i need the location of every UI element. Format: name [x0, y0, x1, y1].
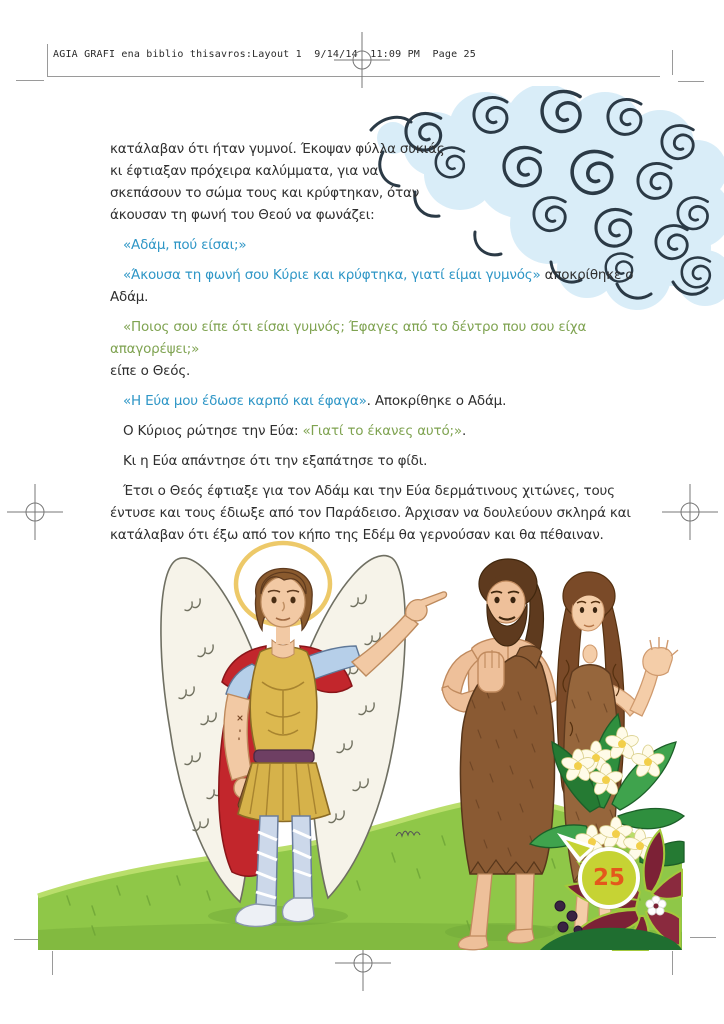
raised-palm [478, 652, 504, 692]
page-number: 25 [592, 865, 625, 891]
story-text-segment: είπε ο Θεός. [110, 363, 191, 379]
story-text-segment: Ο Κύριος ρώτησε την Εύα: [123, 423, 303, 439]
open-palm [643, 648, 672, 676]
print-slug-line: AGIA GRAFI ena biblio thisavros:Layout 1 9/14/14 11:09 PM Page 25 [53, 49, 476, 60]
story-text-segment: Κι η Εύα απάντησε ότι την εξαπάτησε το φίδι. [123, 453, 428, 469]
quote-blue: «Η Εύα μου έδωσε καρπό και έφαγα» [123, 393, 367, 409]
quote-green: «Γιατί το έκανες αυτό;» [302, 423, 462, 439]
quote-green: «Ποιος σου είπε ότι είσαι γυμνός; Έφαγες από το δέντρο που σου είχα απαγορέψει;» [110, 319, 587, 357]
pointing-hand [406, 592, 447, 621]
story-text-segment: Έτσι ο Θεός έφτιαξε για τον Αδάμ και την Εύα δερμάτινους χιτώνες, τους έντυσε και τους έδιωξε από τον Παράδεισο. Άρχισαν να δουλεύουν σκληρά και κατάλαβαν ότι έξω από τον κήπο της Εδέμ θα γερνούσαν και θα πέθαιναν. [110, 483, 631, 543]
story-text-segment: κατάλαβαν ότι ήταν γυμνοί. Έκοψαν φύλλα συκιάς κι έφτιαξαν πρόχειρα καλύμματα, για να σκεπάσουν το σώμα τους και κρύφτηκαν, όταν άκουσαν τη φωνή του Θεού να φωνάζει: [110, 141, 445, 223]
quote-blue: «Άκουσα τη φωνή σου Κύριε και κρύφτηκα, γιατί είμαι γυμνός» [123, 267, 541, 283]
story-text-segment: . [461, 423, 467, 439]
quote-blue: «Αδάμ, πού είσαι;» [123, 237, 247, 253]
story-text-segment: . Αποκρίθηκε ο Αδάμ. [366, 393, 507, 409]
story-text-segment: αποκρίθηκε ο Αδάμ. [110, 267, 634, 305]
page-number-badge [578, 847, 640, 909]
